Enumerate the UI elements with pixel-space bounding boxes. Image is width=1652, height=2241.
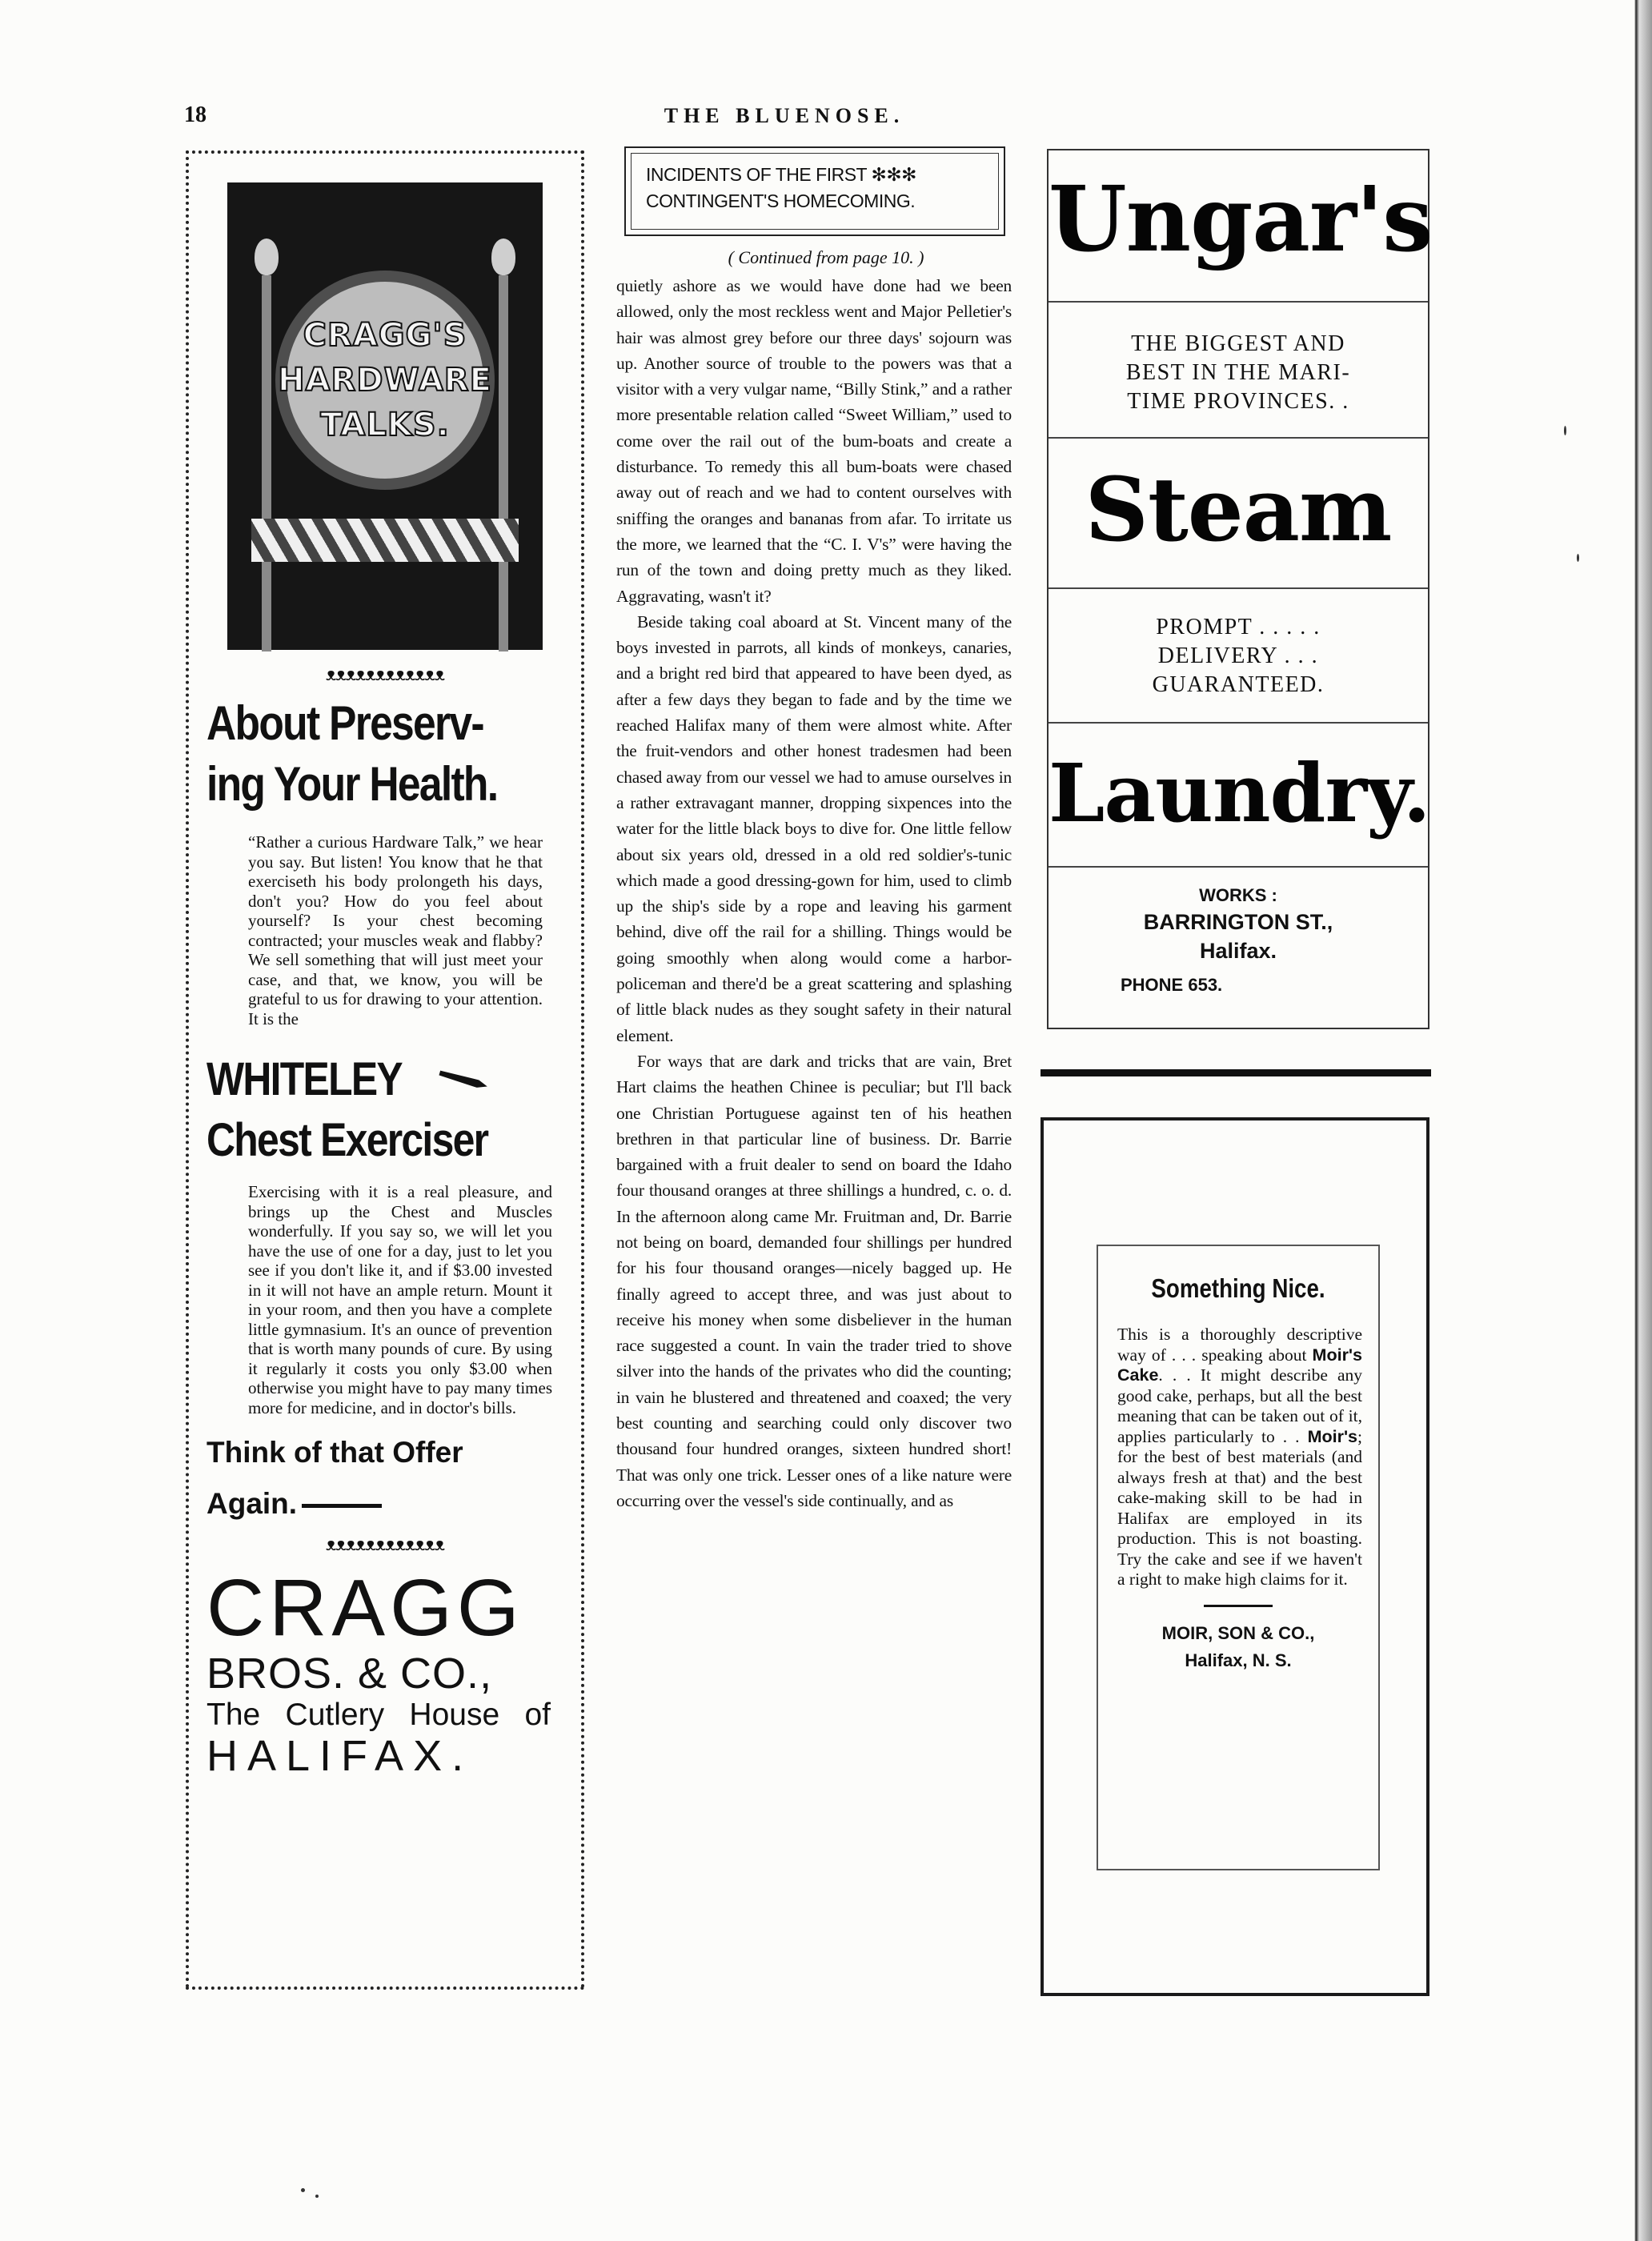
product-description: Exercising with it is a real pleasure, and brings up the Chest and Muscles wonderfully. If you say so, we will let you have the use of one for a day, just to let you see if you don't like it, and if $3.00 invested in it will not have an ample return. Mount it in your room, and then you have a complete little gymnasium. It's an ounce of prevention that is worth many pounds of cure. By using it regularly it costs you only $3.00 when otherwise you might have to pay many times more for medicine, and in doctor's bills. [248, 1182, 552, 1417]
article-paragraph: quietly ashore as we would have done had we been allowed, only the most reckless went and Major Pelletier's hair was almost grey before our three days' sojourn was up. Another source of trouble to the powers was that a visitor with a very vulgar name, “Billy Stink,” and a rather more presentable relation called “Sweet William,” used to come over the rail out of the bum-boats and create a disturbance. To remedy this all bum-boats were chased away out of reach and we had to content ourselves with sniffing the oranges and bananas from afar. To irritate us the more, we learned that the “C. I. V's” were having the run of the town and doing pretty much as they liked. Aggravating, wasn't it? [616, 276, 1012, 606]
moir-brand: Moir's Cake [1117, 1345, 1362, 1385]
moir-body-part: . . . It might describe any good cake, perhaps, but all the best meaning that can be taken out of it, applies particularly to . . [1117, 1365, 1362, 1446]
moir-body-part: ; for the best of best materials (and always fresh at that) and the best cake-making skill to be had in Halifax are employed in its production. This is not boasting. Try the cake and see if we haven't a right to make high claims for it. [1117, 1426, 1362, 1589]
ribbon-ornament [251, 519, 519, 562]
ornament-rule: ᴥᴥᴥᴥᴥᴥᴥᴥᴥᴥᴥᴥ [325, 665, 445, 685]
firm-line3-word: The [206, 1698, 261, 1732]
ornament-rule: ᴥᴥᴥᴥᴥᴥᴥᴥᴥᴥᴥᴥ [325, 1535, 445, 1555]
works-city: Halifax. [1199, 939, 1277, 963]
moir-advertisement-frame [1041, 1117, 1429, 1996]
offer-line2: Again. [206, 1487, 298, 1520]
pointer-arrow-icon [438, 1069, 487, 1091]
banner-line: CRAGG'S [303, 317, 467, 354]
ungar-tagline-line: THE BIGGEST AND [1131, 331, 1345, 356]
moir-heading: Something Nice. [1151, 1273, 1325, 1303]
health-heading-line1: About Preserv- [206, 696, 483, 750]
section-divider [1041, 1069, 1431, 1076]
moir-body-part: This is a thoroughly descriptive way of . . . speaking about [1117, 1325, 1362, 1365]
print-speck [301, 2188, 305, 2192]
torch-icon [255, 239, 279, 687]
health-heading-line2: ing Your Health. [206, 757, 498, 811]
hardware-talks-banner [227, 182, 543, 650]
firm-line3-word: Cutlery [285, 1698, 385, 1732]
service-line: PROMPT . . . . . [1156, 615, 1321, 639]
offer-underline [302, 1504, 382, 1508]
article-headline-line2: CONTINGENT'S HOMECOMING. [646, 190, 916, 211]
moir-body-text [1117, 1325, 1362, 1590]
article-column [616, 146, 1012, 1513]
health-intro-text: “Rather a curious Hardware Talk,” we hear you say. But listen! You know that he that exerciseth his body prolongeth his days, don't you? How do you feel about yourself? Is your chest becoming contracted; your muscles weak and flabby? We sell something that will just meet your case, and that, we know, you will be grateful to us for drawing to your attention. It is the [248, 832, 543, 1028]
firm-name: CRAGG [206, 1563, 524, 1653]
moir-signature-line1: MOIR, SON & CO., [1161, 1622, 1315, 1643]
works-address: BARRINGTON ST., [1143, 910, 1333, 934]
phone-number: PHONE 653. [1121, 975, 1223, 995]
print-speck [1564, 426, 1566, 435]
service-line: DELIVERY . . . [1157, 643, 1319, 668]
moir-divider [1204, 1605, 1273, 1607]
article-body [616, 273, 1012, 1513]
page-edge [1628, 0, 1652, 2241]
firm-city: HALIFAX. [206, 1732, 474, 1780]
article-paragraph: For ways that are dark and tricks that are vain, Bret Hart claims the heathen Chinee is peculiar; but I'll back one Christian Portuguese against ten of his heathen brethren in that particular line of business. Dr. Barrie bargained with a fruit dealer to send on board the Idaho four thousand oranges at three shillings a hundred, c. o. d. In the afternoon along came Mr. Fruitman and, Dr. Barrie not being on board, demanded four shillings per hundred for his four thousand oranges—nicely bagged up. He finally agreed to accept three, and was just about to receive his money when some disbeliever in the human race suggested a count. In vain the trader tried to shove silver into the hands of the privates who did the counting; in vain he blustered and threatened and coaxed; the very best counting and searching could only discover two thousand four hundred oranges, sixteen hundred short! That was only one trick. Lesser ones of a like nature were occurring over the vessel's side continually, and as [616, 1051, 1012, 1510]
article-headline-box [624, 146, 1005, 236]
product-subtitle: Chest Exerciser [206, 1114, 488, 1166]
print-speck [1577, 554, 1579, 562]
firm-line3 [206, 1698, 551, 1733]
ungar-name: Ungar's [1049, 167, 1433, 272]
ungar-laundry-advertisement [1047, 149, 1433, 1029]
firm-line3-word: of [524, 1698, 551, 1732]
article-paragraph: Beside taking coal aboard at St. Vincent many of the boys invested in parrots, all kinds of monkeys, canaries, and a bright red bird that appeared to have been dyed, as after a few days they began to fade and by the time we reached Halifax many of them were almost white. After the fruit-vendors and other honest tradesmen had been chased away from our vessel we had to amuse ourselves in a rather extravagant manner, dropping sixpences into the water for the little black boys to dive for. One little fellow about six years old, dressed in a old red soldier's-tunic which made a good dressing-gown for him, used to climb up the ship's side by a rope and leaving his garment behind, dive off the rail for a shilling. Things would be going smoothly when along would come a harbor-policeman and there'd be a great scattering and splashing of little black nudes as they sought safety in their natural element. [616, 611, 1012, 1045]
print-speck [315, 2195, 319, 2198]
article-headline-line1: INCIDENTS OF THE FIRST ✻✻✻ [646, 164, 916, 185]
service-line: GUARANTEED. [1152, 672, 1325, 697]
continued-note: ( Continued from page 10. ) [728, 247, 924, 267]
banner-medallion [275, 271, 495, 490]
firm-line2: BROS. & CO., [206, 1650, 493, 1698]
firm-line3-word: House [409, 1698, 500, 1732]
product-name: WHITELEY [206, 1053, 402, 1105]
running-head: THE BLUENOSE. [664, 104, 905, 127]
ungar-tagline-line: BEST IN THE MARI- [1125, 360, 1351, 385]
moir-advertisement [1097, 1245, 1380, 1870]
banner-line: TALKS. [320, 407, 450, 443]
moir-signature-line2: Halifax, N. S. [1185, 1650, 1292, 1670]
torch-icon [491, 239, 515, 687]
moir-brand: Moir's [1307, 1426, 1358, 1446]
offer-line1: Think of that Offer [206, 1436, 463, 1469]
steam-word: Steam [1085, 458, 1392, 561]
page-number: 18 [184, 102, 206, 127]
banner-line: HARDWARE [278, 362, 492, 399]
laundry-word: Laundry. [1049, 746, 1430, 840]
works-label: WORKS : [1199, 885, 1277, 905]
cragg-advertisement [186, 150, 584, 1990]
ungar-tagline-line: TIME PROVINCES. . [1127, 389, 1349, 414]
